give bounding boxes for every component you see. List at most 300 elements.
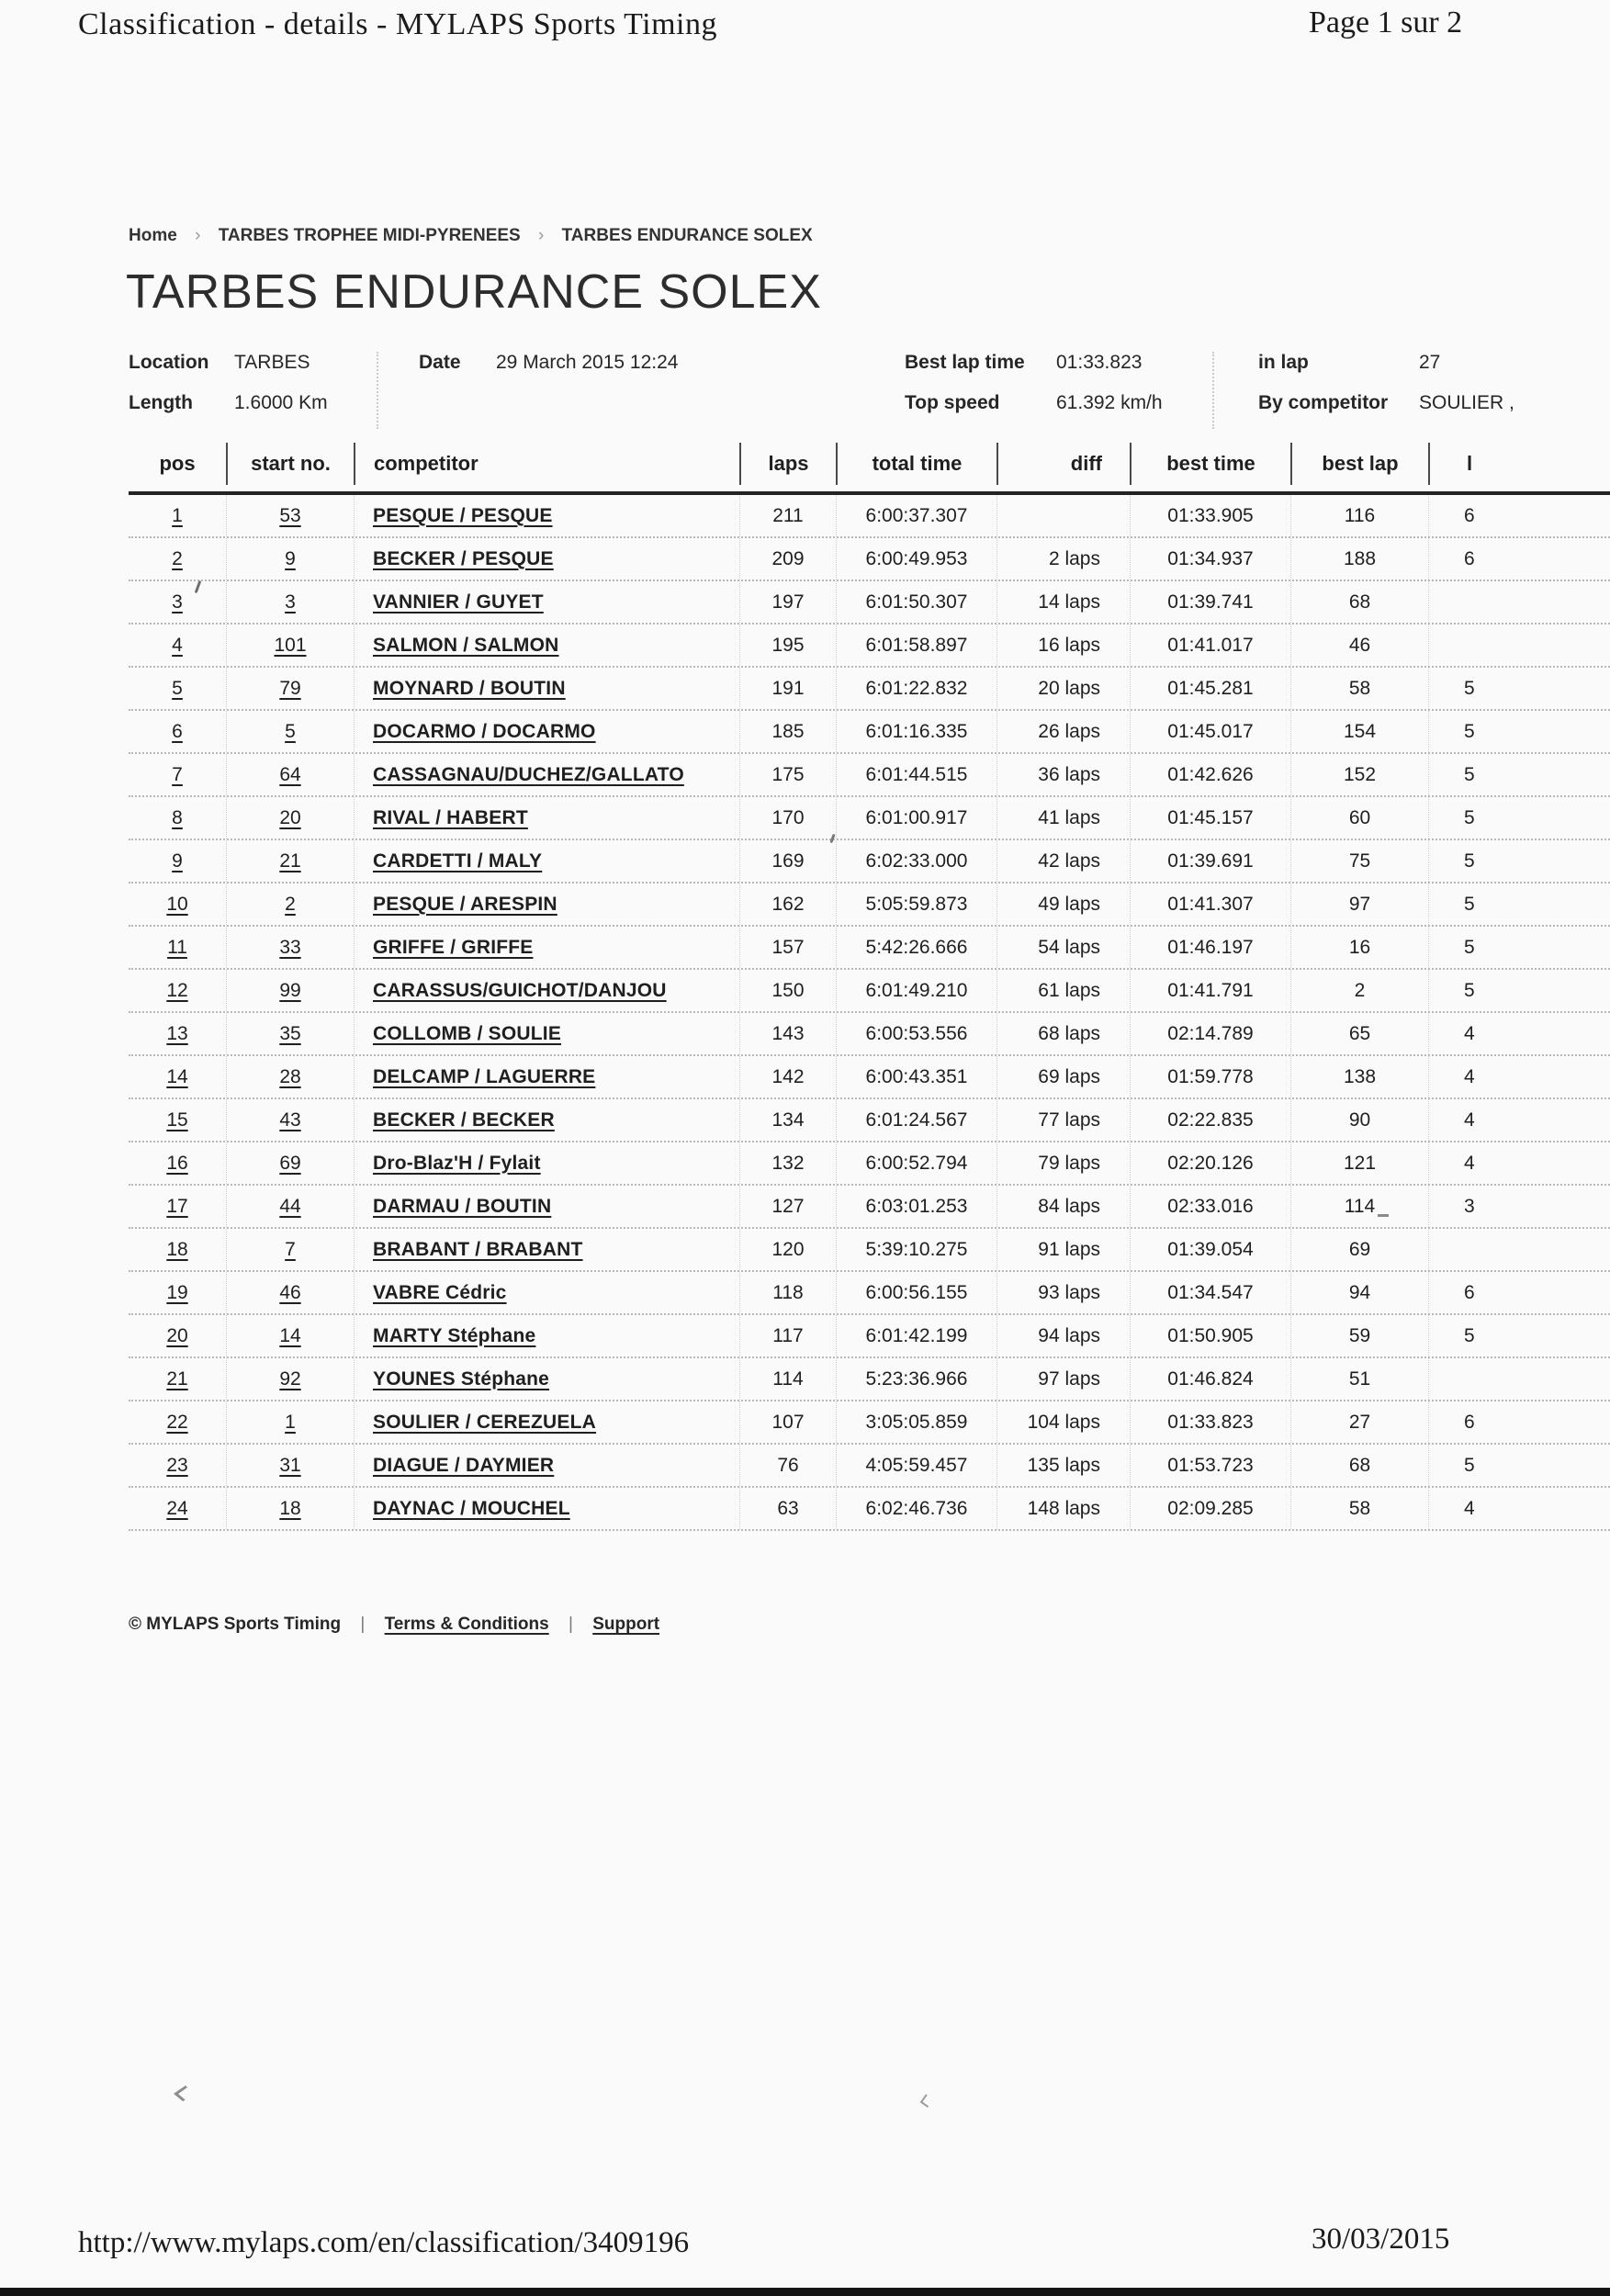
pos-link[interactable]: 17 [166, 1195, 188, 1217]
by-competitor-row [1258, 392, 1514, 414]
date-value: 29 March 2015 12:24 [496, 352, 679, 373]
pos-link[interactable]: 6 [172, 720, 183, 742]
competitor-link[interactable]: VANNIER / GUYET [373, 591, 544, 613]
clipped-speed-cell: 4 [1428, 1013, 1610, 1054]
total-time-cell: 6:03:01.253 [836, 1186, 996, 1227]
laps-cell: 175 [739, 754, 836, 795]
start-no-cell [226, 495, 354, 536]
laps-cell: 143 [739, 1013, 836, 1054]
top-speed-row [905, 392, 1163, 414]
start-no-link[interactable]: 79 [279, 677, 301, 699]
diff-cell: 20 laps [996, 668, 1130, 709]
table-row [129, 1013, 1610, 1056]
best-time-cell: 01:34.937 [1130, 538, 1290, 580]
best-lap-time-row [905, 352, 1142, 374]
pos-link[interactable]: 3 [172, 591, 183, 613]
best-lap-cell: 97 [1290, 884, 1428, 925]
diff-cell: 69 laps [996, 1056, 1130, 1097]
competitor-link[interactable]: CARASSUS/GUICHOT/DANJOU [373, 979, 667, 1001]
pos-cell [129, 495, 226, 536]
start-no-cell [226, 1229, 354, 1270]
competitor-link[interactable]: SALMON / SALMON [373, 634, 559, 656]
competitor-cell [354, 1186, 739, 1227]
clipped-speed-cell: 5 [1428, 754, 1610, 795]
date-row [419, 352, 678, 374]
laps-cell: 150 [739, 970, 836, 1011]
total-time-cell: 5:23:36.966 [836, 1358, 996, 1400]
start-no-link[interactable]: 21 [279, 850, 301, 872]
pos-link[interactable]: 16 [166, 1152, 188, 1174]
pos-cell [129, 1013, 226, 1054]
start-no-link[interactable]: 53 [279, 504, 301, 526]
table-row [129, 1445, 1610, 1488]
table-row [129, 927, 1610, 970]
start-no-link[interactable]: 101 [274, 634, 307, 656]
competitor-link[interactable]: VABRE Cédric [373, 1281, 507, 1303]
pos-cell [129, 1186, 226, 1227]
scan-artifact [920, 2094, 934, 2108]
competitor-cell [354, 581, 739, 623]
table-row [129, 884, 1610, 927]
table-row [129, 625, 1610, 668]
start-no-link[interactable]: 31 [279, 1454, 301, 1476]
best-time-cell: 01:41.791 [1130, 970, 1290, 1011]
col-header-best-time: best time [1130, 443, 1290, 485]
table-row [129, 1056, 1610, 1099]
total-time-cell: 6:01:50.307 [836, 581, 996, 623]
competitor-link[interactable]: YOUNES Stéphane [373, 1367, 550, 1390]
pos-cell [129, 1056, 226, 1097]
best-lap-cell: 152 [1290, 754, 1428, 795]
table-header-row [129, 436, 1610, 495]
pos-cell [129, 1488, 226, 1529]
total-time-cell: 5:05:59.873 [836, 884, 996, 925]
col-header-best-lap: best lap [1290, 443, 1428, 485]
competitor-link[interactable]: PESQUE / PESQUE [373, 504, 553, 526]
start-no-cell [226, 1358, 354, 1400]
start-no-cell [226, 754, 354, 795]
breadcrumb-home-link[interactable]: Home [129, 226, 177, 245]
start-no-link[interactable]: 7 [285, 1238, 296, 1260]
competitor-link[interactable]: CASSAGNAU/DUCHEZ/GALLATO [373, 763, 684, 785]
pos-link[interactable]: 5 [172, 677, 183, 699]
diff-cell: 97 laps [996, 1358, 1130, 1400]
laps-cell: 120 [739, 1229, 836, 1270]
best-lap-cell: 114 [1290, 1186, 1428, 1227]
pos-cell [129, 1099, 226, 1141]
competitor-link[interactable]: MARTY Stéphane [373, 1324, 536, 1346]
start-no-link[interactable]: 20 [279, 806, 301, 828]
scan-edge-bar [0, 2288, 1610, 2296]
laps-cell: 132 [739, 1142, 836, 1184]
competitor-link[interactable]: Dro-Blaz'H / Fylait [373, 1152, 541, 1174]
competitor-link[interactable]: GRIFFE / GRIFFE [373, 936, 534, 958]
diff-cell: 36 laps [996, 754, 1130, 795]
terms-link[interactable]: Terms & Conditions [384, 1615, 549, 1634]
diff-cell: 41 laps [996, 797, 1130, 838]
competitor-link[interactable]: DELCAMP / LAGUERRE [373, 1065, 596, 1087]
start-no-cell [226, 1099, 354, 1141]
diff-cell: 14 laps [996, 581, 1130, 623]
diff-cell: 68 laps [996, 1013, 1130, 1054]
pos-link[interactable]: 2 [172, 547, 183, 569]
clipped-speed-cell: 5 [1428, 1315, 1610, 1356]
total-time-cell: 6:00:52.794 [836, 1142, 996, 1184]
copyright-text: © MYLAPS Sports Timing [129, 1615, 342, 1634]
length-row [129, 392, 328, 414]
pos-link[interactable]: 14 [166, 1065, 188, 1087]
diff-cell: 104 laps [996, 1401, 1130, 1443]
length-label: Length [129, 392, 193, 413]
table-row [129, 581, 1610, 625]
best-time-cell: 01:39.054 [1130, 1229, 1290, 1270]
info-divider [1212, 352, 1214, 429]
laps-cell: 63 [739, 1488, 836, 1529]
competitor-cell [354, 754, 739, 795]
competitor-cell [354, 797, 739, 838]
best-lap-cell: 138 [1290, 1056, 1428, 1097]
breadcrumb-event-link[interactable]: TARBES TROPHEE MIDI-PYRENEES [218, 226, 521, 245]
clipped-speed-cell: 5 [1428, 711, 1610, 752]
competitor-cell [354, 1056, 739, 1097]
laps-cell: 118 [739, 1272, 836, 1313]
pos-cell [129, 1272, 226, 1313]
start-no-cell [226, 668, 354, 709]
start-no-cell [226, 711, 354, 752]
breadcrumb-session-link[interactable]: TARBES ENDURANCE SOLEX [561, 226, 813, 245]
start-no-link[interactable]: 3 [285, 591, 296, 613]
clipped-speed-cell: 4 [1428, 1488, 1610, 1529]
page-title: TARBES ENDURANCE SOLEX [126, 265, 822, 319]
table-row [129, 1229, 1610, 1272]
top-speed-value: 61.392 km/h [1056, 392, 1163, 413]
print-page-number: Page 1 sur 2 [1309, 6, 1463, 39]
table-row [129, 538, 1610, 581]
clipped-speed-cell: 4 [1428, 1099, 1610, 1141]
start-no-link[interactable]: 2 [285, 893, 296, 915]
pos-link[interactable]: 7 [172, 763, 183, 785]
clipped-speed-cell: 4 [1428, 1056, 1610, 1097]
laps-cell: 197 [739, 581, 836, 623]
best-lap-cell: 51 [1290, 1358, 1428, 1400]
diff-cell: 77 laps [996, 1099, 1130, 1141]
start-no-cell [226, 970, 354, 1011]
start-no-link[interactable]: 43 [279, 1109, 301, 1131]
best-time-cell: 01:45.017 [1130, 711, 1290, 752]
laps-cell: 114 [739, 1358, 836, 1400]
laps-cell: 211 [739, 495, 836, 536]
best-lap-cell: 116 [1290, 495, 1428, 536]
clipped-speed-cell: 5 [1428, 970, 1610, 1011]
start-no-link[interactable]: 99 [279, 979, 301, 1001]
by-competitor-label: By competitor [1258, 392, 1389, 413]
in-lap-label: in lap [1258, 352, 1309, 373]
by-competitor-value: SOULIER , [1419, 392, 1514, 413]
pos-link[interactable]: 10 [166, 893, 188, 915]
start-no-link[interactable]: 9 [285, 547, 296, 569]
best-lap-cell: 60 [1290, 797, 1428, 838]
location-row [129, 352, 310, 374]
competitor-cell [354, 1445, 739, 1486]
diff-cell: 148 laps [996, 1488, 1130, 1529]
competitor-cell [354, 538, 739, 580]
total-time-cell: 6:01:58.897 [836, 625, 996, 666]
pos-cell [129, 797, 226, 838]
table-row [129, 1358, 1610, 1401]
top-speed-label: Top speed [905, 392, 1000, 413]
pos-link[interactable]: 12 [166, 979, 188, 1001]
competitor-link[interactable]: DAYNAC / MOUCHEL [373, 1497, 570, 1519]
competitor-link[interactable]: DARMAU / BOUTIN [373, 1195, 552, 1217]
best-lap-cell: 16 [1290, 927, 1428, 968]
session-info [129, 352, 1610, 429]
diff-cell: 16 laps [996, 625, 1130, 666]
site-footer [129, 1615, 659, 1635]
table-row [129, 1186, 1610, 1229]
best-lap-cell: 2 [1290, 970, 1428, 1011]
table-row [129, 1272, 1610, 1315]
pos-cell [129, 927, 226, 968]
breadcrumb [129, 226, 813, 246]
total-time-cell: 6:00:49.953 [836, 538, 996, 580]
competitor-cell [354, 1013, 739, 1054]
competitor-link[interactable]: BRABANT / BRABANT [373, 1238, 583, 1260]
pos-link[interactable]: 21 [166, 1367, 188, 1390]
competitor-cell [354, 1488, 739, 1529]
diff-cell: 84 laps [996, 1186, 1130, 1227]
competitor-cell [354, 1229, 739, 1270]
total-time-cell: 6:01:24.567 [836, 1099, 996, 1141]
best-time-cell: 01:46.824 [1130, 1358, 1290, 1400]
support-link[interactable]: Support [592, 1615, 660, 1634]
best-time-cell: 01:34.547 [1130, 1272, 1290, 1313]
location-label: Location [129, 352, 209, 373]
start-no-link[interactable]: 92 [279, 1367, 301, 1390]
best-lap-cell: 121 [1290, 1142, 1428, 1184]
clipped-speed-cell [1428, 625, 1610, 666]
best-time-cell: 01:41.017 [1130, 625, 1290, 666]
pos-cell [129, 1142, 226, 1184]
pos-link[interactable]: 8 [172, 806, 183, 828]
best-time-cell: 01:39.741 [1130, 581, 1290, 623]
pos-link[interactable]: 19 [166, 1281, 188, 1303]
start-no-link[interactable]: 14 [279, 1324, 301, 1346]
competitor-link[interactable]: CARDETTI / MALY [373, 850, 543, 872]
start-no-cell [226, 1272, 354, 1313]
in-lap-value: 27 [1419, 352, 1441, 373]
laps-cell: 127 [739, 1186, 836, 1227]
laps-cell: 191 [739, 668, 836, 709]
table-row [129, 711, 1610, 754]
pos-cell [129, 884, 226, 925]
clipped-speed-cell: 6 [1428, 538, 1610, 580]
start-no-cell [226, 1056, 354, 1097]
best-time-cell: 01:53.723 [1130, 1445, 1290, 1486]
start-no-link[interactable]: 33 [279, 936, 301, 958]
pos-cell [129, 754, 226, 795]
start-no-link[interactable]: 35 [279, 1022, 301, 1044]
total-time-cell: 6:01:00.917 [836, 797, 996, 838]
competitor-link[interactable]: DOCARMO / DOCARMO [373, 720, 596, 742]
start-no-cell [226, 1013, 354, 1054]
best-lap-time-value: 01:33.823 [1056, 352, 1143, 373]
footer-separator: | [360, 1615, 366, 1634]
pos-link[interactable]: 11 [167, 936, 187, 958]
start-no-link[interactable]: 46 [279, 1281, 301, 1303]
laps-cell: 169 [739, 840, 836, 882]
laps-cell: 107 [739, 1401, 836, 1443]
clipped-speed-cell: 6 [1428, 1272, 1610, 1313]
total-time-cell: 6:01:42.199 [836, 1315, 996, 1356]
start-no-link[interactable]: 18 [279, 1497, 301, 1519]
table-row [129, 495, 1610, 538]
results-rows [129, 495, 1610, 1531]
best-lap-cell: 58 [1290, 668, 1428, 709]
start-no-link[interactable]: 44 [279, 1195, 301, 1217]
print-header-title: Classification - details - MYLAPS Sports Timing [78, 7, 717, 41]
competitor-cell [354, 1099, 739, 1141]
best-time-cell: 01:33.905 [1130, 495, 1290, 536]
pos-link[interactable]: 4 [172, 634, 183, 656]
total-time-cell: 5:42:26.666 [836, 927, 996, 968]
info-divider [377, 352, 378, 429]
competitor-cell [354, 927, 739, 968]
best-time-cell: 02:14.789 [1130, 1013, 1290, 1054]
competitor-link[interactable]: SOULIER / CEREZUELA [373, 1411, 596, 1433]
pos-link[interactable]: 23 [166, 1454, 188, 1476]
best-time-cell: 02:33.016 [1130, 1186, 1290, 1227]
start-no-cell [226, 927, 354, 968]
pos-link[interactable]: 15 [166, 1109, 188, 1131]
clipped-speed-cell: 3 [1428, 1186, 1610, 1227]
pos-cell [129, 1315, 226, 1356]
competitor-link[interactable]: PESQUE / ARESPIN [373, 893, 557, 915]
competitor-link[interactable]: BECKER / BECKER [373, 1109, 555, 1131]
start-no-link[interactable]: 1 [285, 1411, 296, 1433]
diff-cell: 93 laps [996, 1272, 1130, 1313]
table-row [129, 1099, 1610, 1142]
pos-link[interactable]: 9 [172, 850, 183, 872]
pos-link[interactable]: 18 [166, 1238, 188, 1260]
table-row [129, 1315, 1610, 1358]
competitor-link[interactable]: DIAGUE / DAYMIER [373, 1454, 555, 1476]
competitor-link[interactable]: COLLOMB / SOULIE [373, 1022, 562, 1044]
competitor-cell [354, 668, 739, 709]
best-lap-cell: 188 [1290, 538, 1428, 580]
best-lap-cell: 68 [1290, 1445, 1428, 1486]
pos-cell [129, 538, 226, 580]
pos-cell [129, 625, 226, 666]
best-time-cell: 01:41.307 [1130, 884, 1290, 925]
best-lap-cell: 154 [1290, 711, 1428, 752]
table-row [129, 668, 1610, 711]
best-lap-cell: 75 [1290, 840, 1428, 882]
best-time-cell: 01:33.823 [1130, 1401, 1290, 1443]
table-row [129, 754, 1610, 797]
in-lap-row [1258, 352, 1440, 374]
competitor-cell [354, 495, 739, 536]
pos-cell [129, 1358, 226, 1400]
competitor-cell [354, 970, 739, 1011]
best-lap-cell: 65 [1290, 1013, 1428, 1054]
total-time-cell: 6:00:37.307 [836, 495, 996, 536]
best-time-cell: 02:22.835 [1130, 1099, 1290, 1141]
best-lap-cell: 58 [1290, 1488, 1428, 1529]
pos-cell [129, 1401, 226, 1443]
laps-cell: 134 [739, 1099, 836, 1141]
competitor-link[interactable]: BECKER / PESQUE [373, 547, 554, 569]
best-time-cell: 01:46.197 [1130, 927, 1290, 968]
date-label: Date [419, 352, 461, 373]
laps-cell: 142 [739, 1056, 836, 1097]
competitor-cell [354, 625, 739, 666]
print-footer-date: 30/03/2015 [1312, 2223, 1450, 2256]
start-no-cell [226, 1445, 354, 1486]
competitor-cell [354, 1401, 739, 1443]
total-time-cell: 6:01:16.335 [836, 711, 996, 752]
diff-cell: 135 laps [996, 1445, 1130, 1486]
col-header-total-time: total time [836, 443, 996, 485]
pos-link[interactable]: 13 [166, 1022, 188, 1044]
competitor-cell [354, 711, 739, 752]
best-lap-cell: 59 [1290, 1315, 1428, 1356]
clipped-speed-cell: 5 [1428, 927, 1610, 968]
length-value: 1.6000 Km [234, 392, 328, 413]
pos-link[interactable]: 20 [166, 1324, 188, 1346]
best-time-cell: 01:42.626 [1130, 754, 1290, 795]
col-header-pos: pos [159, 452, 196, 475]
best-lap-cell: 68 [1290, 581, 1428, 623]
best-lap-cell: 90 [1290, 1099, 1428, 1141]
start-no-link[interactable]: 64 [279, 763, 301, 785]
pos-cell [129, 1445, 226, 1486]
clipped-speed-cell: 5 [1428, 884, 1610, 925]
total-time-cell: 6:02:33.000 [836, 840, 996, 882]
best-time-cell: 01:50.905 [1130, 1315, 1290, 1356]
competitor-cell [354, 840, 739, 882]
breadcrumb-chevron-icon: › [195, 226, 201, 245]
best-time-cell: 02:20.126 [1130, 1142, 1290, 1184]
start-no-link[interactable]: 28 [279, 1065, 301, 1087]
pos-link[interactable]: 22 [166, 1411, 188, 1433]
pos-link[interactable]: 24 [166, 1497, 188, 1519]
start-no-cell [226, 884, 354, 925]
table-row [129, 797, 1610, 840]
pos-cell [129, 1229, 226, 1270]
clipped-speed-cell: 5 [1428, 668, 1610, 709]
best-lap-cell: 94 [1290, 1272, 1428, 1313]
col-header-laps: laps [739, 443, 836, 485]
best-time-cell: 01:45.281 [1130, 668, 1290, 709]
start-no-cell [226, 625, 354, 666]
best-lap-time-label: Best lap time [905, 352, 1025, 373]
start-no-cell [226, 840, 354, 882]
diff-cell: 91 laps [996, 1229, 1130, 1270]
start-no-link[interactable]: 69 [279, 1152, 301, 1174]
clipped-speed-cell [1428, 1229, 1610, 1270]
start-no-link[interactable]: 5 [285, 720, 296, 742]
total-time-cell: 5:39:10.275 [836, 1229, 996, 1270]
total-time-cell: 6:02:46.736 [836, 1488, 996, 1529]
competitor-link[interactable]: MOYNARD / BOUTIN [373, 677, 566, 699]
diff-cell: 2 laps [996, 538, 1130, 580]
diff-cell: 54 laps [996, 927, 1130, 968]
laps-cell: 209 [739, 538, 836, 580]
diff-cell: 61 laps [996, 970, 1130, 1011]
competitor-link[interactable]: RIVAL / HABERT [373, 806, 528, 828]
classification-table [129, 436, 1610, 1531]
pos-link[interactable]: 1 [172, 504, 183, 526]
